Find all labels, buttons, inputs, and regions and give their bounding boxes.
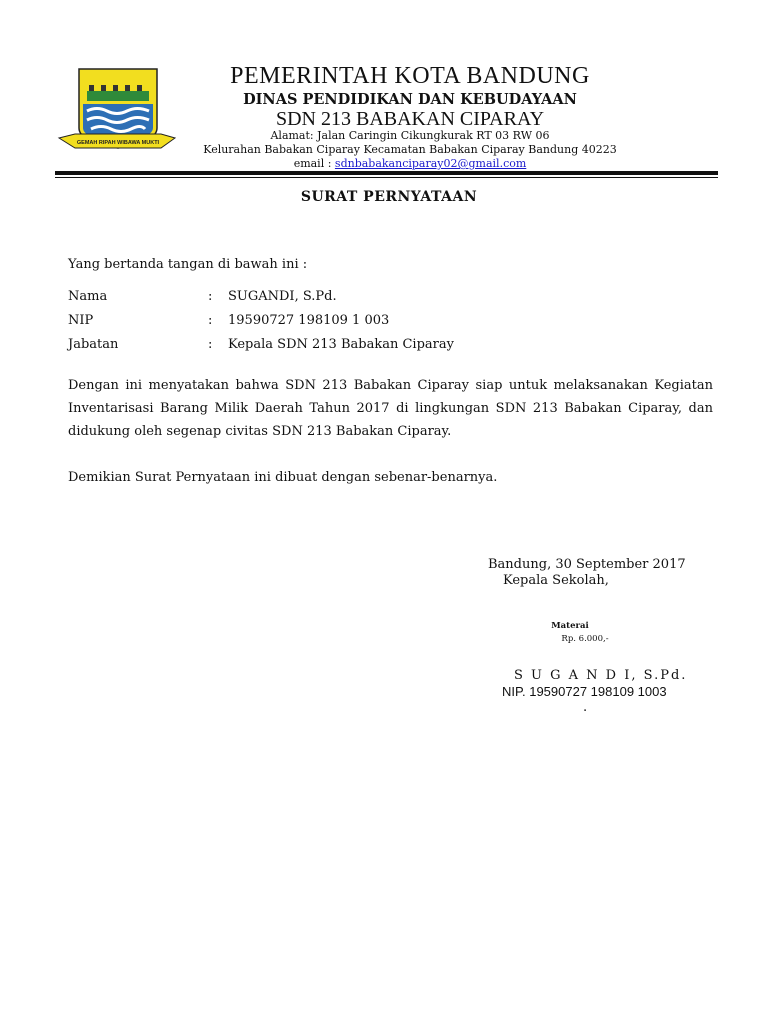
letterhead-school: SDN 213 BABAKAN CIPARAY — [275, 108, 545, 130]
identity-colon: : — [208, 313, 213, 328]
signature-nip: NIP. 19590727 198109 1003 — [502, 684, 667, 699]
signature-name: S U G A N D I, S.Pd. — [514, 668, 688, 683]
letterhead-email-line — [200, 157, 620, 170]
identity-label-nip: NIP — [68, 313, 94, 328]
identity-label-jabatan: Jabatan — [68, 337, 119, 352]
city-crest-logo — [57, 66, 177, 156]
materai-label: Materai — [551, 621, 589, 631]
letterhead-address-line2: Kelurahan Babakan Ciparay Kecamatan Babakan Ciparay Bandung 40223 — [203, 143, 617, 156]
signature-place-date: Bandung, 30 September 2017 — [488, 557, 686, 572]
signature-role: Kepala Sekolah, — [503, 573, 609, 588]
email-label: email : — [293, 157, 335, 170]
identity-value-nama: SUGANDI, S.Pd. — [228, 289, 337, 304]
letterhead-divider-thick — [55, 171, 718, 175]
materai-value: Rp. 6.000,- — [561, 634, 609, 644]
intro-text: Yang bertanda tangan di bawah ini : — [68, 257, 308, 272]
email-link[interactable]: sdnbabakanciparay02@gmail.com — [334, 157, 527, 170]
document-title: SURAT PERNYATAAN — [300, 189, 478, 205]
letterhead-divider-thin — [55, 177, 718, 178]
statement-paragraph: Dengan ini menyatakan bahwa SDN 213 Babakan Ciparay siap untuk melaksanakan Kegiatan Inventarisasi Barang Milik Daerah Tahun 2017 di lingkungan SDN 213 Babakan Ciparay, dan didukung oleh segenap civitas SDN 213 Babakan Ciparay. — [68, 378, 713, 439]
letterhead-government: PEMERINTAH KOTA BANDUNG — [230, 63, 590, 89]
identity-value-jabatan: Kepala SDN 213 Babakan Ciparay — [228, 337, 454, 352]
letterhead-address-line1: Alamat: Jalan Caringin Cikungkurak RT 03 RW 06 — [270, 129, 550, 142]
closing-text: Demikian Surat Pernyataan ini dibuat dengan sebenar-benarnya. — [68, 470, 498, 485]
signature-trailing-mark: . — [583, 700, 588, 715]
identity-colon: : — [208, 289, 213, 304]
identity-colon: : — [208, 337, 213, 352]
identity-label-nama: Nama — [68, 289, 108, 304]
letterhead-department: DINAS PENDIDIKAN DAN KEBUDAYAAN — [243, 91, 577, 108]
logo-motto: GEMAH RIPAH WIBAWA MUKTI — [76, 140, 160, 146]
identity-value-nip: 19590727 198109 1 003 — [228, 313, 390, 328]
